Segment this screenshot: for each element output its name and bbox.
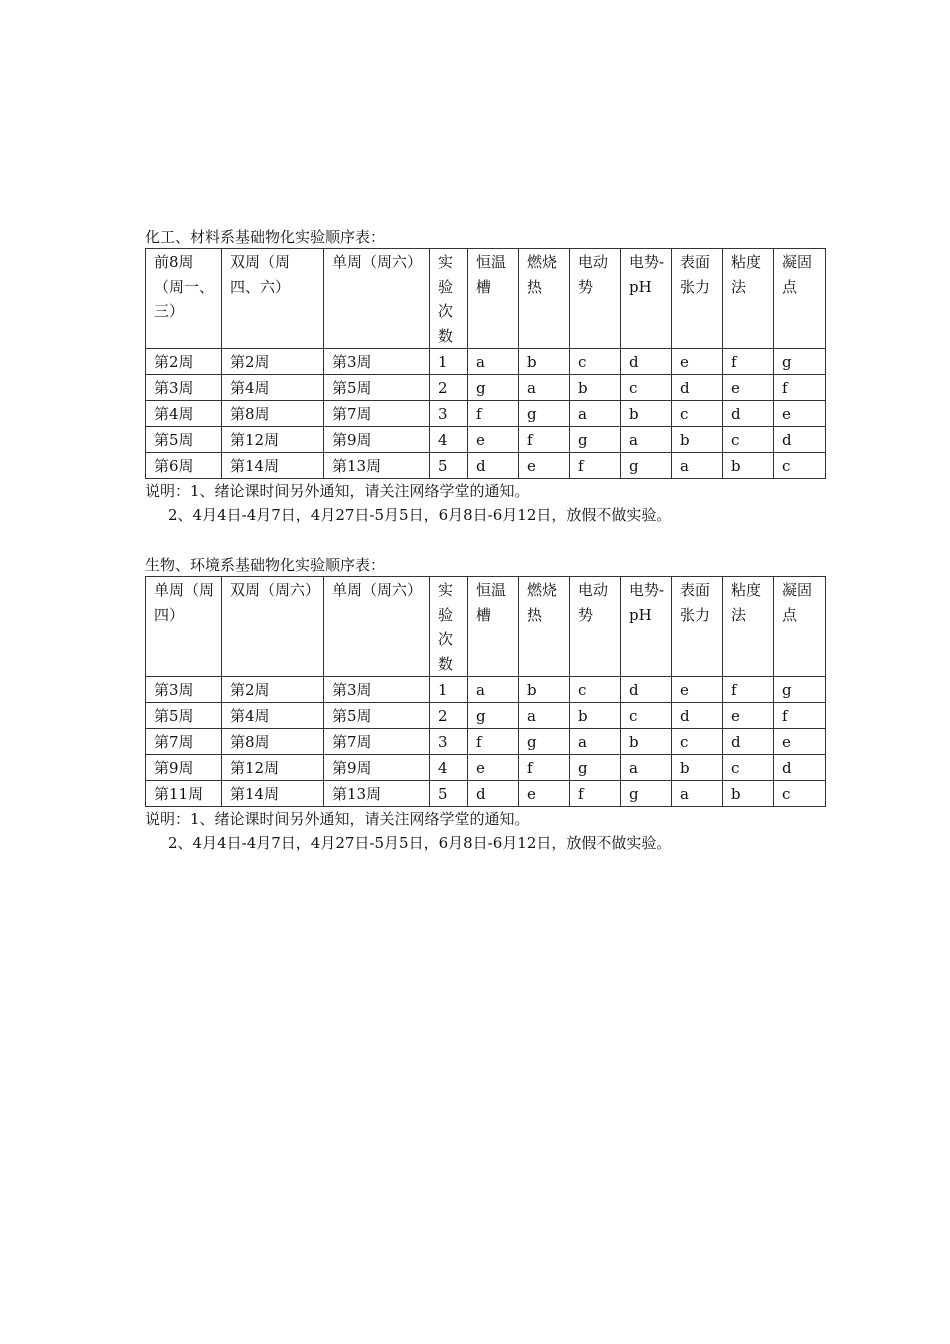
schedule-table [145,576,826,807]
header-cell: 凝固点 [774,577,826,677]
table-cell: 第2周 [222,349,324,375]
header-cell: 实验次数 [430,249,468,349]
table-cell: 1 [430,349,468,375]
table-cell: a [468,677,519,703]
table-cell: b [672,755,723,781]
table-cell: 第12周 [222,427,324,453]
table-cell: 第4周 [222,375,324,401]
table-cell: d [774,427,826,453]
table-cell: d [621,677,672,703]
table-cell: d [468,453,519,479]
table-cell: 第6周 [146,453,222,479]
table-cell: g [570,427,621,453]
table-cell: a [570,401,621,427]
table-row [146,453,826,479]
table-cell: g [468,375,519,401]
header-cell: 电动势 [570,249,621,349]
table-row [146,677,826,703]
table-cell: g [774,677,826,703]
table-cell: b [723,453,774,479]
table-cell: 2 [430,375,468,401]
header-cell: 燃烧热 [519,249,570,349]
table-cell: f [723,349,774,375]
table-cell: 4 [430,427,468,453]
table-row [146,401,826,427]
table-cell: f [570,453,621,479]
header-cell: 恒温槽 [468,577,519,677]
header-cell: 表面张力 [672,249,723,349]
table-cell: a [621,755,672,781]
table-cell: g [468,703,519,729]
table-cell: e [723,375,774,401]
header-cell: 恒温槽 [468,249,519,349]
table-cell: 第5周 [146,427,222,453]
header-cell: 粘度法 [723,577,774,677]
table-row [146,427,826,453]
table-cell: a [519,703,570,729]
table-cell: b [672,427,723,453]
table-cell: e [519,453,570,479]
table-cell: e [519,781,570,807]
table-cell: 第2周 [146,349,222,375]
table-cell: g [519,401,570,427]
table-cell: f [519,755,570,781]
table-cell: c [621,375,672,401]
header-cell: 单周（周六） [324,249,430,349]
table-cell: e [723,703,774,729]
table-cell: c [723,427,774,453]
header-cell: 电动势 [570,577,621,677]
table-cell: b [621,729,672,755]
table-cell: 第5周 [146,703,222,729]
header-cell: 电势-pH [621,249,672,349]
table-cell: 第3周 [146,375,222,401]
table-cell: d [723,401,774,427]
table-cell: 第8周 [222,401,324,427]
note-line-1: 说明：1、绪论课时间另外通知，请关注网络学堂的通知。 [145,482,530,500]
table-cell: a [672,453,723,479]
table-cell: 第14周 [222,781,324,807]
table-cell: a [570,729,621,755]
note-line-2: 2、4月4日-4月7日，4月27日-5月5日，6月8日-6月12日，放假不做实验。 [168,834,672,852]
header-cell: 实验次数 [430,577,468,677]
table-title: 生物、环境系基础物化实验顺序表： [145,556,386,574]
table-cell: g [570,755,621,781]
table-cell: 第5周 [324,375,430,401]
table-cell: e [468,427,519,453]
table-cell: f [468,401,519,427]
table-cell: 第7周 [324,729,430,755]
table-cell: 3 [430,401,468,427]
table-cell: c [774,781,826,807]
table-cell: 第13周 [324,781,430,807]
table-cell: d [672,703,723,729]
table-cell: c [570,677,621,703]
table-cell: 第4周 [146,401,222,427]
table-cell: d [774,755,826,781]
table-cell: e [468,755,519,781]
table-cell: b [570,375,621,401]
table-cell: 1 [430,677,468,703]
table-cell: g [621,781,672,807]
schedule-section-chem-materials [145,226,825,527]
table-row [146,349,826,375]
table-row [146,703,826,729]
header-cell: 双周（周四、六） [222,249,324,349]
table-cell: 第3周 [324,349,430,375]
table-cell: a [672,781,723,807]
table-cell: 第7周 [146,729,222,755]
header-cell: 前8周（周一、三） [146,249,222,349]
table-cell: 第5周 [324,703,430,729]
table-cell: g [519,729,570,755]
table-cell: c [672,401,723,427]
table-cell: f [723,677,774,703]
table-cell: c [672,729,723,755]
table-cell: 第3周 [146,677,222,703]
table-cell: f [570,781,621,807]
table-cell: 5 [430,453,468,479]
table-cell: b [519,677,570,703]
table-cell: f [519,427,570,453]
table-cell: c [774,453,826,479]
table-cell: c [723,755,774,781]
table-cell: 4 [430,755,468,781]
table-cell: b [570,703,621,729]
table-cell: f [468,729,519,755]
table-cell: f [774,703,826,729]
note-line-1: 说明：1、绪论课时间另外通知，请关注网络学堂的通知。 [145,810,530,828]
table-cell: b [519,349,570,375]
table-cell: g [774,349,826,375]
table-cell: 第9周 [146,755,222,781]
table-cell: b [723,781,774,807]
table-row [146,729,826,755]
header-cell: 单周（周六） [324,577,430,677]
table-cell: c [621,703,672,729]
table-cell: 第4周 [222,703,324,729]
table-cell: 3 [430,729,468,755]
table-cell: d [723,729,774,755]
table-cell: a [621,427,672,453]
schedule-table [145,248,826,479]
table-cell: a [519,375,570,401]
table-cell: c [570,349,621,375]
table-row [146,755,826,781]
table-row [146,781,826,807]
header-cell: 燃烧热 [519,577,570,677]
note-line-2: 2、4月4日-4月7日，4月27日-5月5日，6月8日-6月12日，放假不做实验。 [168,506,672,524]
table-title: 化工、材料系基础物化实验顺序表： [145,228,386,246]
table-cell: 第13周 [324,453,430,479]
table-cell: e [774,401,826,427]
table-cell: e [774,729,826,755]
table-cell: d [621,349,672,375]
table-header-row [146,249,826,349]
table-cell: e [672,349,723,375]
header-cell: 电势-pH [621,577,672,677]
header-cell: 单周（周四） [146,577,222,677]
table-cell: a [468,349,519,375]
table-cell: f [774,375,826,401]
table-cell: 第2周 [222,677,324,703]
table-cell: g [621,453,672,479]
header-cell: 表面张力 [672,577,723,677]
table-cell: e [672,677,723,703]
table-cell: 2 [430,703,468,729]
table-cell: 第9周 [324,755,430,781]
table-header-row [146,577,826,677]
table-cell: 第12周 [222,755,324,781]
table-cell: 第8周 [222,729,324,755]
table-cell: 第7周 [324,401,430,427]
table-row [146,375,826,401]
table-cell: b [621,401,672,427]
table-cell: d [672,375,723,401]
header-cell: 粘度法 [723,249,774,349]
header-cell: 凝固点 [774,249,826,349]
table-cell: 第11周 [146,781,222,807]
table-cell: 第14周 [222,453,324,479]
table-cell: 第9周 [324,427,430,453]
table-cell: d [468,781,519,807]
header-cell: 双周（周六） [222,577,324,677]
schedule-section-bio-env [145,554,825,855]
table-cell: 第3周 [324,677,430,703]
table-cell: 5 [430,781,468,807]
